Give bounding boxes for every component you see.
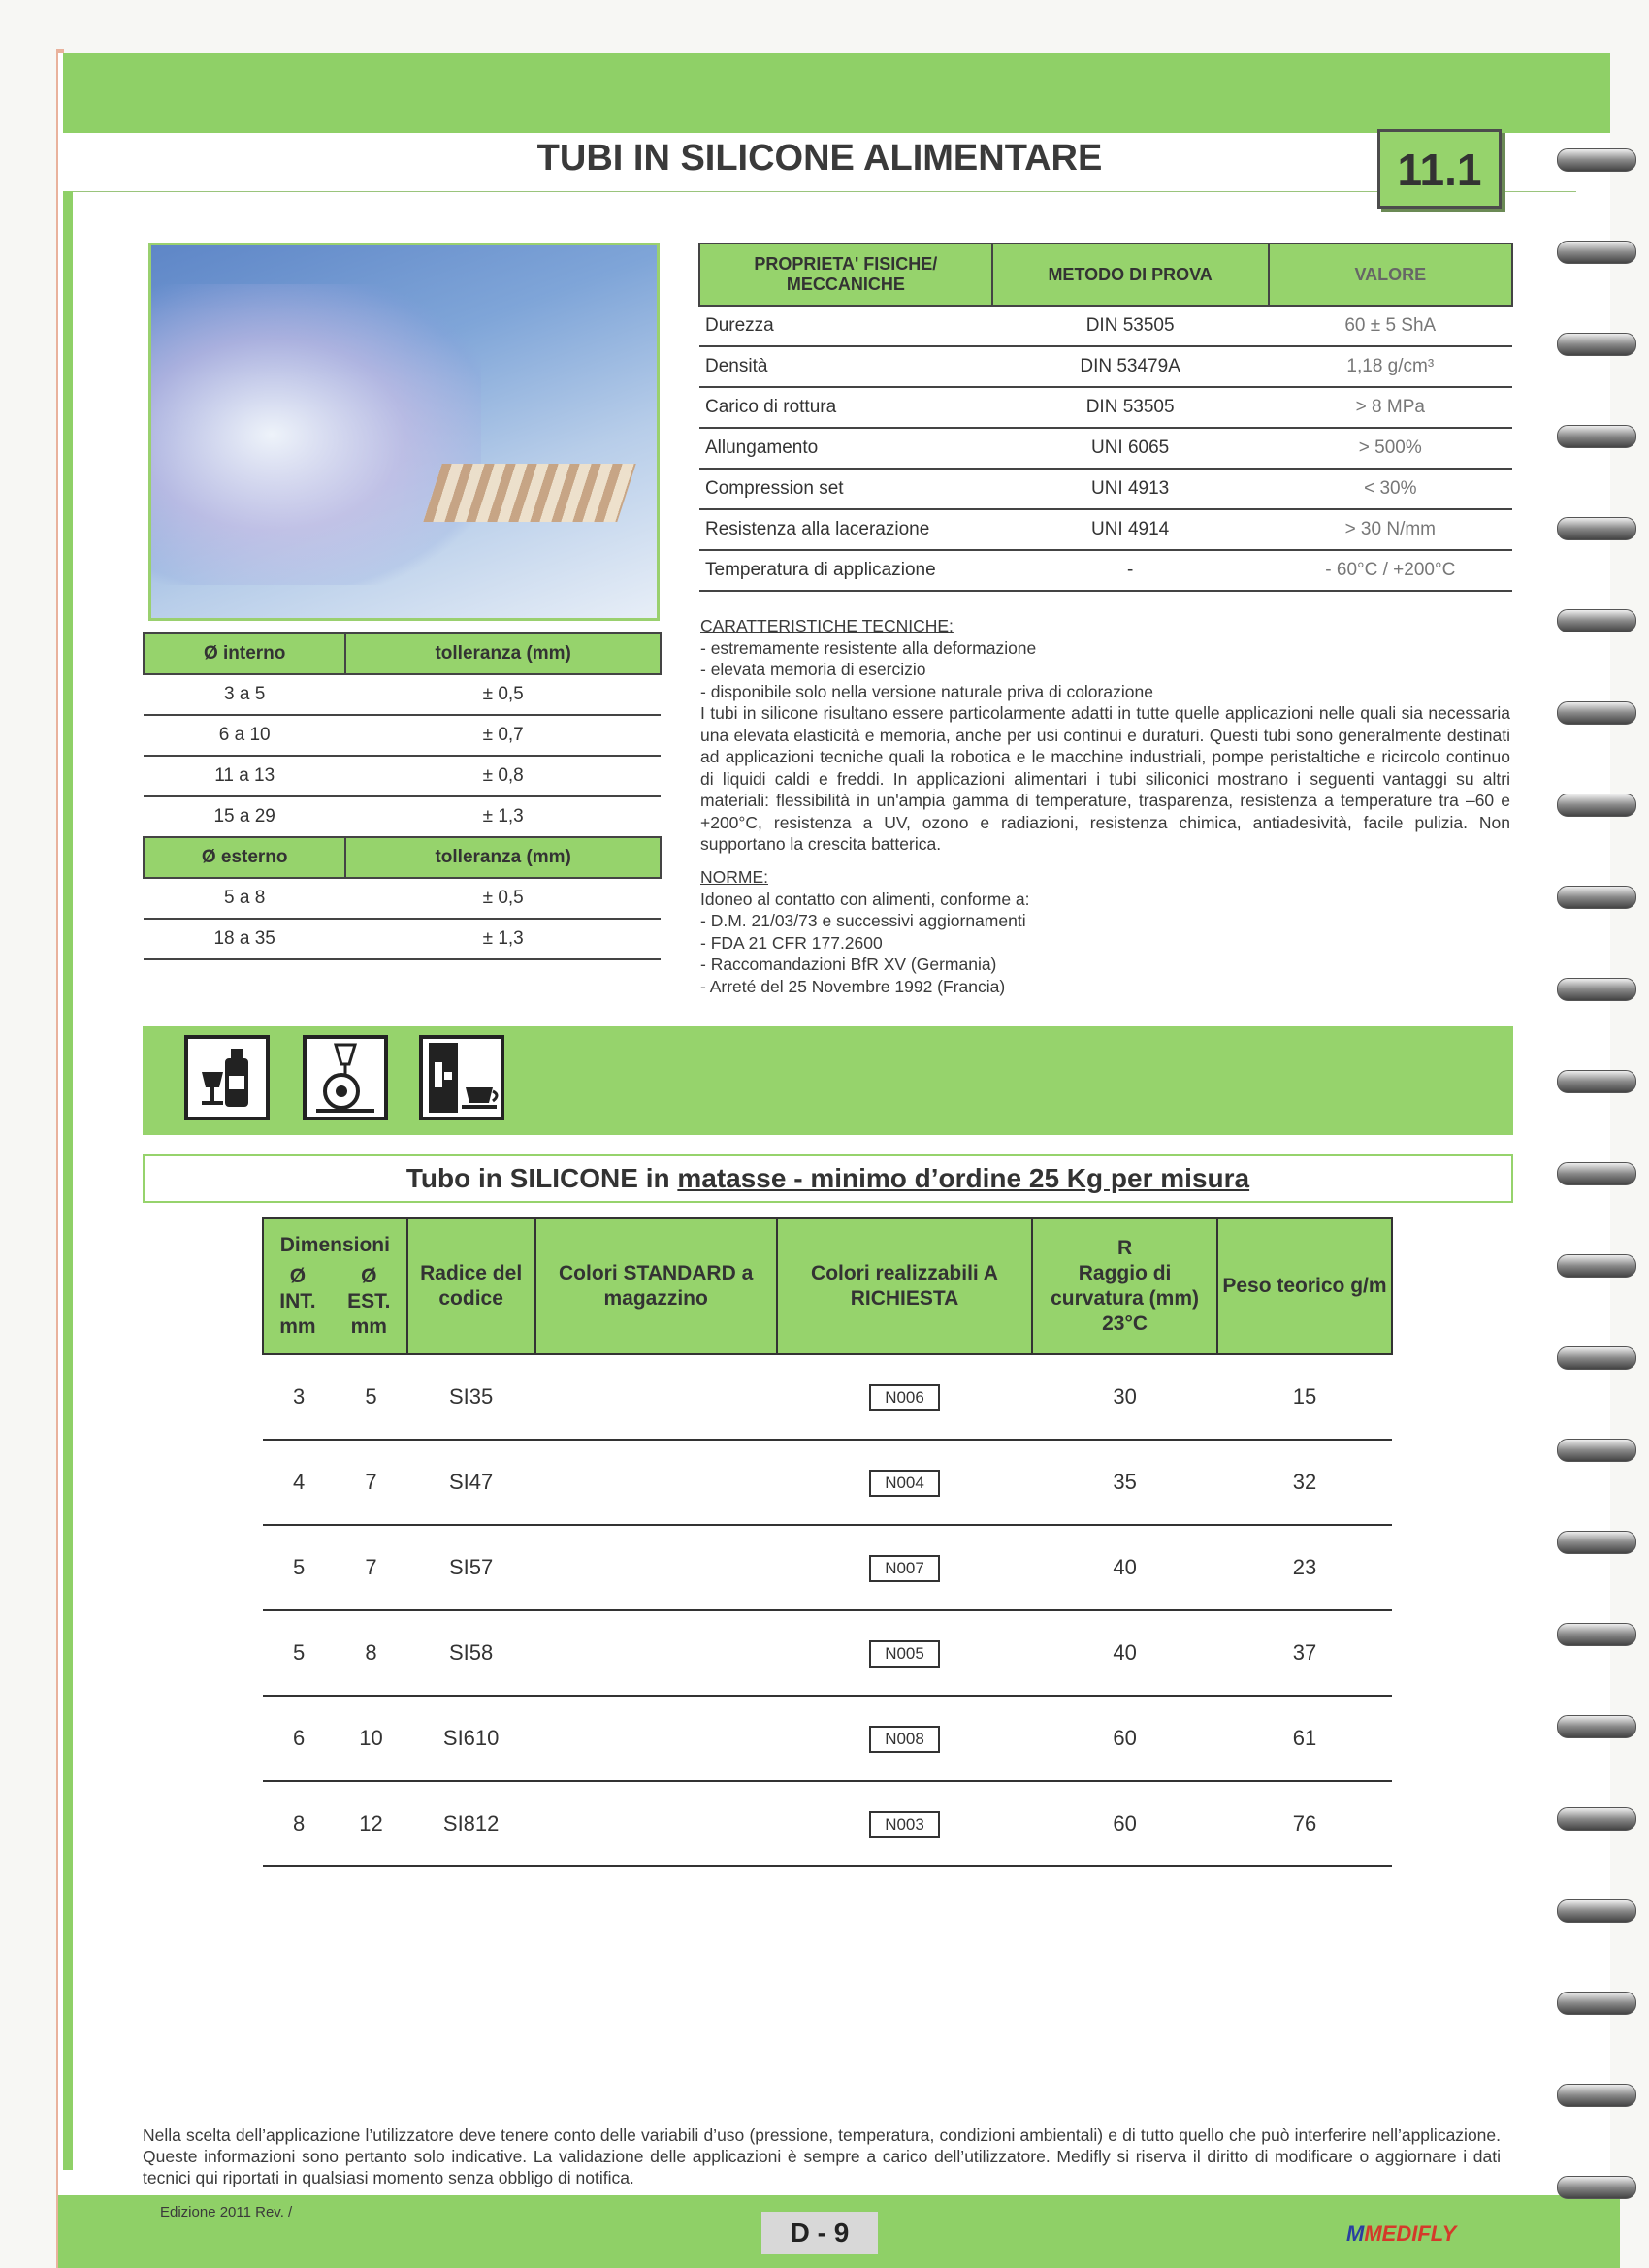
binding-ring — [1557, 701, 1636, 725]
table-row — [144, 756, 661, 796]
dimensions-header — [263, 1218, 407, 1354]
table-row — [144, 796, 661, 837]
table-cell: 6 — [263, 1696, 335, 1781]
table-row — [144, 674, 661, 715]
table-cell: 76 — [1217, 1781, 1392, 1866]
binding-ring — [1557, 1070, 1636, 1093]
tube-samples-image — [423, 464, 635, 522]
binding-ring — [1557, 1899, 1636, 1923]
tolerance-outer-header — [144, 837, 661, 878]
standard-colors-header: Colori STANDARD a magazzino — [535, 1218, 777, 1354]
table-cell: 60 — [1032, 1781, 1217, 1866]
table-row — [263, 1610, 1392, 1696]
table-cell: > 500% — [1269, 428, 1512, 469]
binding-ring — [1557, 886, 1636, 909]
disclaimer-note: Nella scelta dell’applicazione l’utilizzatore deve tenere conto delle variabili d’uso (pressione, temperatura, condizioni ambientali) e di tutto quello che può interferire nell’applicazione. Queste informazioni sono pertanto solo indicative. La validazione delle applicazioni è sempre a carico dell’utilizzatore. Medifly si riserva il diritto di modificare o aggiornare i dati tecnici qui riportati in qualsiasi momento senza obbligo di notifica. — [143, 2125, 1501, 2187]
table-cell — [777, 1781, 1033, 1866]
table-cell: SI35 — [407, 1354, 535, 1440]
table-row — [699, 387, 1512, 428]
binding-ring — [1557, 333, 1636, 356]
binding-ring — [1557, 1715, 1636, 1738]
table-row — [263, 1781, 1392, 1866]
binding-ring — [1557, 241, 1636, 264]
binding-ring — [1557, 1807, 1636, 1831]
table-cell — [535, 1354, 777, 1440]
norms-intro: Idoneo al contatto con alimenti, conforme a: — [700, 889, 1030, 909]
binding-ring — [1557, 2176, 1636, 2199]
tolerance-inner-header — [144, 633, 661, 674]
table-cell: 1,18 g/cm³ — [1269, 346, 1512, 387]
binding-ring — [1557, 609, 1636, 632]
binding-ring — [1557, 1162, 1636, 1185]
table-cell: DIN 53479A — [992, 346, 1269, 387]
table-cell: ± 0,7 — [345, 715, 661, 756]
color-code-box: N004 — [869, 1470, 940, 1497]
product-header-row — [263, 1218, 1392, 1354]
table-cell: ± 1,3 — [345, 919, 661, 959]
technical-features — [700, 615, 1510, 856]
table-cell: UNI 6065 — [992, 428, 1269, 469]
header-cell: tolleranza (mm) — [345, 633, 661, 674]
table-cell: > 30 N/mm — [1269, 509, 1512, 550]
feature-item: - estremamente resistente alla deformazione — [700, 637, 1037, 658]
binding-ring — [1557, 425, 1636, 448]
edition-label: Edizione 2011 Rev. / — [160, 2204, 293, 2220]
table-cell — [535, 1525, 777, 1610]
table-cell: < 30% — [1269, 469, 1512, 509]
table-row — [144, 919, 661, 959]
table-cell — [777, 1525, 1033, 1610]
header-cell: VALORE — [1269, 243, 1512, 306]
tube-coil-image — [148, 284, 481, 585]
inner-diameter-header: Ø INT. mm — [279, 1265, 316, 1338]
spiral-binding — [1557, 141, 1649, 2268]
table-cell: 5 a 8 — [144, 878, 345, 919]
table-cell: > 8 MPa — [1269, 387, 1512, 428]
code-root-header: Radice del codice — [407, 1218, 535, 1354]
color-code-box: N006 — [869, 1384, 940, 1411]
table-cell: Carico di rottura — [699, 387, 992, 428]
table-cell — [777, 1696, 1033, 1781]
table-cell: SI47 — [407, 1440, 535, 1525]
table-cell: 7 — [335, 1525, 406, 1610]
table-cell — [777, 1610, 1033, 1696]
order-subtitle — [143, 1154, 1513, 1203]
table-cell: Durezza — [699, 306, 992, 346]
table-cell: SI610 — [407, 1696, 535, 1781]
table-cell: Temperatura di applicazione — [699, 550, 992, 591]
table-row — [699, 469, 1512, 509]
binding-ring — [1557, 2084, 1636, 2107]
color-code-box: N003 — [869, 1811, 940, 1838]
norm-item: - Arreté del 25 Novembre 1992 (Francia) — [700, 976, 1006, 996]
bottle-glass-icon — [184, 1035, 270, 1120]
binding-ring — [1557, 1439, 1636, 1462]
page-title: TUBI IN SILICONE ALIMENTARE — [536, 138, 1103, 178]
table-cell: 6 a 10 — [144, 715, 345, 756]
request-colors-header: Colori realizzabili A RICHIESTA — [777, 1218, 1033, 1354]
table-cell: 8 — [335, 1610, 406, 1696]
table-cell: 5 — [263, 1610, 335, 1696]
table-cell: SI58 — [407, 1610, 535, 1696]
norm-item: - FDA 21 CFR 177.2600 — [700, 932, 883, 953]
table-cell: 3 — [263, 1354, 335, 1440]
table-row — [263, 1696, 1392, 1781]
table-cell: 8 — [263, 1781, 335, 1866]
binding-ring — [1557, 1254, 1636, 1278]
binding-ring — [1557, 1346, 1636, 1370]
table-cell: DIN 53505 — [992, 306, 1269, 346]
table-cell: 18 a 35 — [144, 919, 345, 959]
color-code-box: N007 — [869, 1555, 940, 1582]
table-cell: Densità — [699, 346, 992, 387]
table-cell: 60 — [1032, 1696, 1217, 1781]
header-cell: PROPRIETA' FISICHE/ MECCANICHE — [699, 243, 992, 306]
binding-ring — [1557, 148, 1636, 172]
technical-paragraph: I tubi in silicone risultano essere particolarmente adatti in tutte quelle applicazioni nelle quali sia necessaria una elevata elasticità e memoria, anche per usi continui e duraturi. Questi tubi sono generalmente destinati ad applicazioni tecniche quali la robotica e le macchine industriali, pompe peristaltiche e ricircolo continuo di liquidi caldi e freddi. In applicazioni alimentari i tubi siliconici mostrano i seguenti vantaggi su altri materiali: flessibilità in un'ampia gamma di temperature, trasparenza, resistenza a temperature tra –60 e +200°C, resistenza a UV, ozono e radiazioni, resistenza chimica, antiadesività, facile pulizia. Non supportano la crescita batterica. — [700, 703, 1510, 854]
binding-ring — [1557, 1623, 1636, 1646]
table-row — [263, 1525, 1392, 1610]
binding-ring — [1557, 1531, 1636, 1554]
binding-ring — [1557, 978, 1636, 1001]
weight-header: Peso teorico g/m — [1217, 1218, 1392, 1354]
table-cell: 11 a 13 — [144, 756, 345, 796]
binding-ring — [1557, 794, 1636, 817]
table-cell: 3 a 5 — [144, 674, 345, 715]
subtitle-prefix: Tubo in SILICONE in — [405, 1163, 678, 1193]
binding-ring — [1557, 1992, 1636, 2015]
table-cell: 35 — [1032, 1440, 1217, 1525]
table-cell: 15 a 29 — [144, 796, 345, 837]
table-cell: UNI 4914 — [992, 509, 1269, 550]
norm-item: - D.M. 21/03/73 e successivi aggiornamenti — [700, 911, 1026, 930]
table-cell: 4 — [263, 1440, 335, 1525]
header-band — [63, 53, 1610, 133]
table-cell: 37 — [1217, 1610, 1392, 1696]
table-cell — [535, 1696, 777, 1781]
table-row — [699, 509, 1512, 550]
tolerance-table — [143, 632, 662, 960]
table-cell: 32 — [1217, 1440, 1392, 1525]
color-code-box: N005 — [869, 1640, 940, 1668]
product-photo — [148, 243, 660, 621]
table-row — [144, 878, 661, 919]
table-cell: Compression set — [699, 469, 992, 509]
table-cell: 5 — [335, 1354, 406, 1440]
dimensions-label: Dimensioni — [279, 1234, 390, 1256]
table-cell — [535, 1610, 777, 1696]
table-cell: 10 — [335, 1696, 406, 1781]
feature-item: - disponibile solo nella versione naturale priva di colorazione — [700, 681, 1153, 701]
outer-diameter-header: Ø EST. mm — [347, 1265, 391, 1338]
table-cell: 60 ± 5 ShA — [1269, 306, 1512, 346]
norms-heading: NORME: — [700, 867, 768, 887]
page-number: D - 9 — [761, 2212, 878, 2254]
table-cell: ± 0,5 — [345, 878, 661, 919]
table-cell: 61 — [1217, 1696, 1392, 1781]
bend-radius-header: R Raggio di curvatura (mm) 23°C — [1032, 1218, 1217, 1354]
section-number: 11.1 — [1377, 129, 1502, 209]
header-cell: Ø interno — [144, 633, 345, 674]
left-green-strip — [63, 191, 73, 2170]
table-cell — [535, 1781, 777, 1866]
table-row — [699, 346, 1512, 387]
norm-item: - Raccomandazioni BfR XV (Germania) — [700, 955, 997, 974]
table-row — [144, 715, 661, 756]
technical-heading: CARATTERISTICHE TECNICHE: — [700, 616, 954, 635]
properties-table — [698, 243, 1513, 592]
table-cell: 7 — [335, 1440, 406, 1525]
table-cell: 30 — [1032, 1354, 1217, 1440]
table-row — [263, 1440, 1392, 1525]
table-cell: 40 — [1032, 1525, 1217, 1610]
subtitle-underlined: matasse - minimo d’ordine 25 Kg per misura — [677, 1163, 1250, 1193]
feature-item: - elevata memoria di esercizio — [700, 660, 926, 679]
dispenser-cup-icon — [419, 1035, 504, 1120]
table-cell — [535, 1440, 777, 1525]
table-cell: SI57 — [407, 1525, 535, 1610]
header-cell: METODO DI PROVA — [992, 243, 1269, 306]
table-cell: - 60°C / +200°C — [1269, 550, 1512, 591]
norms-section — [700, 866, 1510, 997]
table-cell: SI812 — [407, 1781, 535, 1866]
table-row — [699, 428, 1512, 469]
brand-logo — [1346, 2221, 1456, 2247]
table-cell: 12 — [335, 1781, 406, 1866]
table-cell: ± 0,5 — [345, 674, 661, 715]
table-cell: ± 1,3 — [345, 796, 661, 837]
color-code-box: N008 — [869, 1726, 940, 1753]
properties-header — [699, 243, 1512, 306]
table-cell — [777, 1354, 1033, 1440]
table-row — [699, 306, 1512, 346]
table-cell — [777, 1440, 1033, 1525]
brand-mark-icon: M — [1346, 2221, 1365, 2246]
brand-name: MEDIFLY — [1364, 2221, 1457, 2246]
product-table — [262, 1217, 1393, 1867]
table-cell: ± 0,8 — [345, 756, 661, 796]
table-cell: DIN 53505 — [992, 387, 1269, 428]
table-row — [699, 550, 1512, 591]
table-cell: - — [992, 550, 1269, 591]
table-cell: 40 — [1032, 1610, 1217, 1696]
table-cell: 5 — [263, 1525, 335, 1610]
table-row — [263, 1354, 1392, 1440]
table-cell: Allungamento — [699, 428, 992, 469]
table-cell: UNI 4913 — [992, 469, 1269, 509]
header-cell: tolleranza (mm) — [345, 837, 661, 878]
table-cell: Resistenza alla lacerazione — [699, 509, 992, 550]
table-cell: 23 — [1217, 1525, 1392, 1610]
binding-ring — [1557, 517, 1636, 540]
table-cell: 15 — [1217, 1354, 1392, 1440]
spool-icon — [303, 1035, 388, 1120]
header-cell: Ø esterno — [144, 837, 345, 878]
